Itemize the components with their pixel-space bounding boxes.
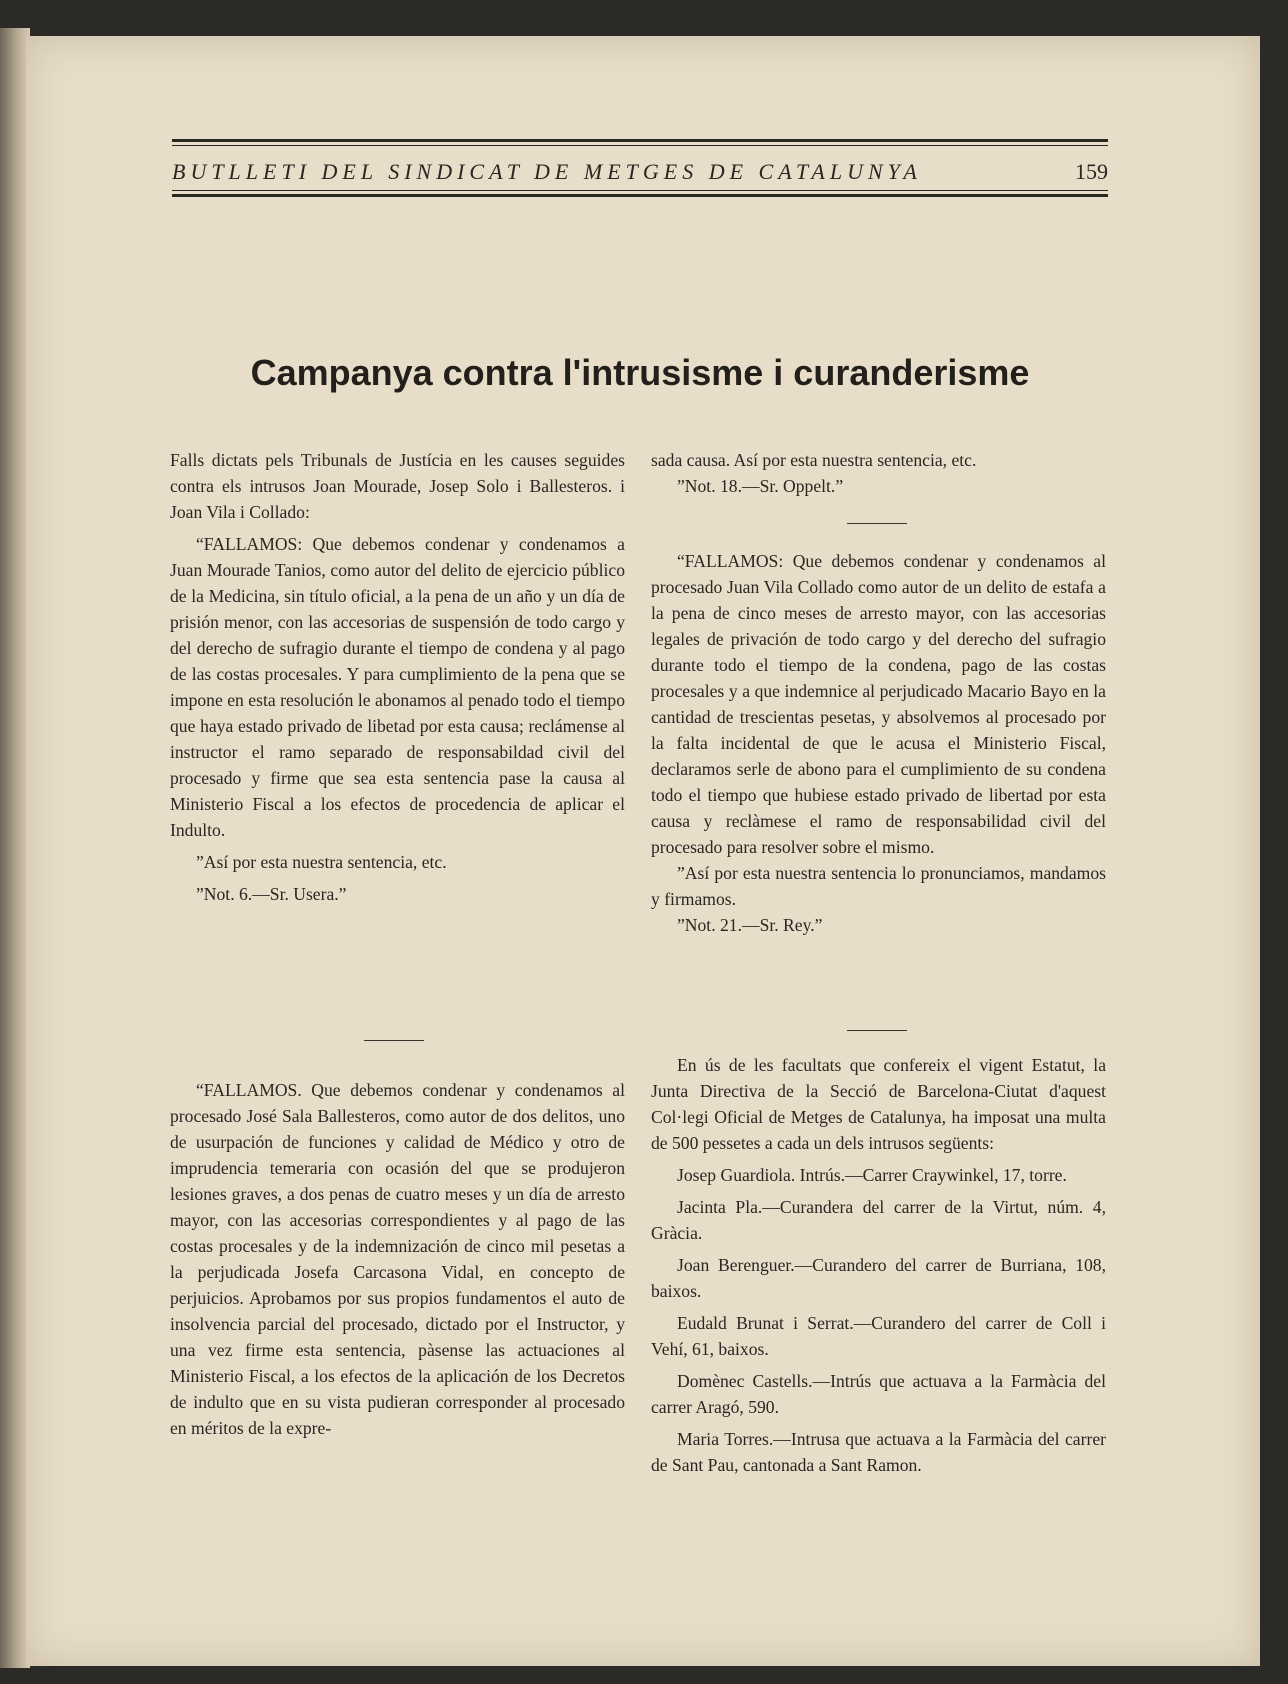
journal-title: BUTLLETI DEL SINDICAT DE METGES DE CATALUNYA	[172, 159, 922, 184]
header-rule-bottom-thick	[172, 194, 1108, 197]
list-item: Eudald Brunat i Serrat.—Curandero del carrer de Coll i Vehí, 61, baixos.	[651, 1313, 1106, 1359]
header-rule-bottom-thin	[172, 190, 1108, 191]
notary-signature: ”Not. 18.—Sr. Oppelt.”	[677, 476, 844, 496]
left-column-top	[170, 447, 625, 907]
page-number: 159	[1075, 159, 1108, 184]
list-item: Joan Berenguer.—Curandero del carrer de Burriana, 108, baixos.	[651, 1255, 1106, 1301]
list-item: Jacinta Pla.—Curandera del carrer de la Virtut, núm. 4, Gràcia.	[651, 1197, 1106, 1243]
sentence-vila: “FALLAMOS: Que debemos condenar y condenamos al procesado Juan Vila Collado como autor de un delito de estafa a la pena de cinco meses de arresto mayor, con las accesorias legales de privación de todo cargo y del derecho del sufragio durante todo el tiempo de la condena, pago de las costas procesales y a que indemnice al perjudicado Macario Bayo en la cantidad de trescientas pesetas, y absolvemos al procesado por la falta incidental de que le acusa el Ministerio Fiscal, declaramos serle de abono para el cumplimiento de su condena todo el tiempo que hubiese estado privado de libertad por esta causa y reclàmese el ramo de responsabilidad civil del procesado para resolver sobre el mismo.	[651, 551, 1106, 857]
running-header	[172, 157, 1108, 187]
section-divider	[847, 1030, 907, 1031]
right-column-bottom	[651, 1052, 1106, 1478]
right-column-top	[651, 447, 1106, 499]
notary-signature: ”Not. 21.—Sr. Rey.”	[677, 915, 823, 935]
left-column-bottom	[170, 1077, 625, 1441]
list-item: Maria Torres.—Intrusa que actuava a la Farmàcia del carrer de Sant Pau, cantonada a Sant Ramon.	[651, 1429, 1106, 1475]
list-item: Josep Guardiola. Intrús.—Carrer Craywinkel, 17, torre.	[677, 1165, 1067, 1185]
sentence-sala-continuation: sada causa. Así por esta nuestra sentencia, etc.	[651, 450, 977, 470]
sentence-sala: “FALLAMOS. Que debemos condenar y condenamos al procesado José Sala Ballesteros, como autor de dos delitos, uno de usurpación de funciones y calidad de Médico y otro de imprudencia temeraria con ocasión del que se produjeron lesiones graves, a dos penas de cuatro meses y un día de arresto mayor, con las accesorias correspondientes y al pago de las costas procesales y de la indemnización de cinco mil pesetas a la perjudicada Josefa Carcasona Vidal, en concepto de perjuicios. Aprobamos por sus propios fundamentos el auto de insolvencia parcial del procesado, dictado por el Instructor, y una vez firme esta sentencia, pàsense las actuaciones al Ministerio Fiscal, a los efectos de la aplicación de los Decretos de indulto que en su vista pudieran corresponder al procesado en méritos de la expre-	[170, 1080, 625, 1438]
closing-formula: ”Así por esta nuestra sentencia lo pronunciamos, mandamos y firmamos.	[651, 863, 1106, 909]
section-divider	[847, 523, 907, 524]
sentence-mourade: “FALLAMOS: Que debemos condenar y condenamos a Juan Mourade Tanios, como autor del delito de ejercicio público de la Medicina, sin título oficial, a la pena de un año y un día de prisión menor, con las accesorias de suspensión de todo cargo y del derecho de sufragio durante el tiempo de condena y al pago de las costas procesales. Y para cumplimiento de la pena que se impone en esta resolución le abonamos al penado todo el tiempo que haya estado privado de libetad por esta causa; reclámense al instructor el ramo separado de responsabildad civil del procesado y firme que sea esta sentencia pase la causa al Ministerio Fiscal a los efectos de procedencia de aplicar el Indulto.	[170, 534, 625, 840]
notary-signature: ”Not. 6.—Sr. Usera.”	[196, 884, 347, 904]
closing-formula: ”Así por esta nuestra sentencia, etc.	[196, 852, 447, 872]
article-title: Campanya contra l'intrusisme i curanderisme	[250, 352, 1030, 393]
list-item: Domènec Castells.—Intrús que actuava a la Farmàcia del carrer Aragó, 590.	[651, 1371, 1106, 1417]
intro-paragraph: Falls dictats pels Tribunals de Justícia en les causes seguides contra els intrusos Joan Mourade, Josep Solo i Ballesteros. i Joan Vila i Collado:	[170, 450, 625, 522]
right-column-middle	[651, 548, 1106, 938]
header-rule-top-thin	[172, 145, 1108, 146]
fines-announcement: En ús de les facultats que confereix el vigent Estatut, la Junta Directiva de la Secció de Barcelona-Ciutat d'aquest Col·legi Oficial de Metges de Catalunya, ha imposat una multa de 500 pessetes a cada un dels intrusos següents:	[651, 1055, 1106, 1153]
header-rule-top-thick	[172, 139, 1108, 142]
section-divider	[364, 1040, 424, 1041]
